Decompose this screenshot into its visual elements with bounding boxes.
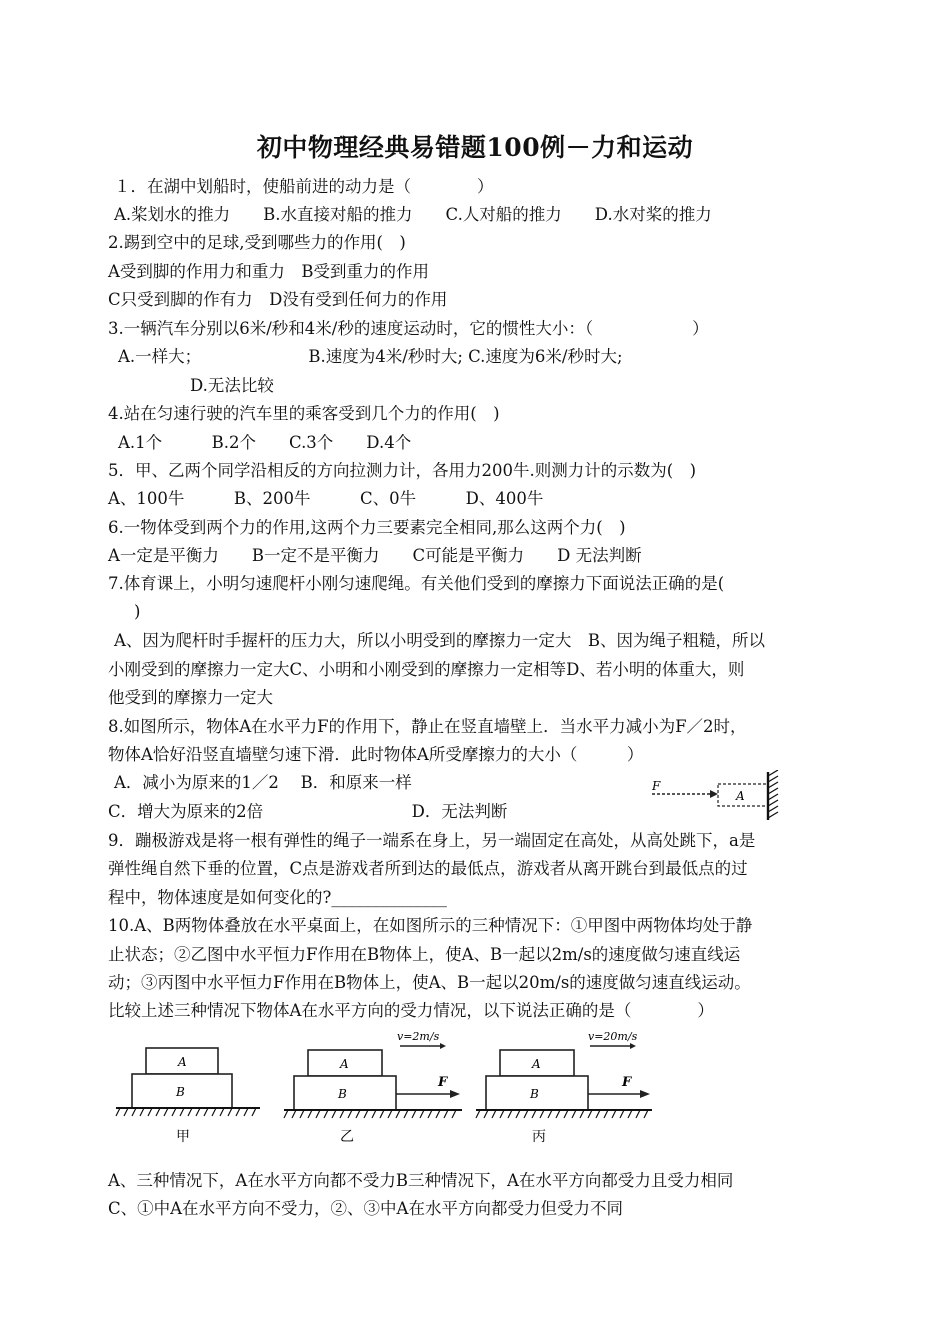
q10-yi-caption: 乙 <box>340 1129 354 1145</box>
q10-yi-label-b: B <box>338 1087 347 1101</box>
q8-options-cd: C．增大为原来的2倍 D．无法判断 <box>108 802 508 821</box>
q10-bing-force-label: F <box>622 1075 632 1090</box>
q10-stem-line4: 比较上述三种情况下物体A在水平方向的受力情况，以下说法正确的是（ ） <box>108 1001 714 1020</box>
q8-force-arrowhead <box>710 790 718 798</box>
q10-yi-label-a: A <box>340 1057 349 1071</box>
q2-options-cd: C只受到脚的作有力 D没有受到任何力的作用 <box>108 290 448 309</box>
q10-bing-caption: 丙 <box>532 1129 546 1145</box>
q5-stem: 5．甲、乙两个同学沿相反的方向拉测力计，各用力200牛.则测力计的示数为( ) <box>108 461 697 480</box>
q10-panel-jia <box>116 1048 260 1145</box>
q10-options-ab: A、三种情况下，A在水平方向都不受力B三种情况下，A在水平方向都受力且受力相同 <box>108 1171 734 1190</box>
q10-jia-label-a: A <box>178 1055 187 1069</box>
q10-stem-line2: 止状态；②乙图中水平恒力F作用在B物体上，使A、B一起以2m/s的速度做匀速直线运 <box>108 945 741 964</box>
q6-options: A一定是平衡力 B一定不是平衡力 C可能是平衡力 D 无法判断 <box>108 546 642 565</box>
q8-figure <box>648 770 788 822</box>
q9-stem-line3: 程中，物体速度是如何变化的?______________ <box>108 888 447 907</box>
q10-jia-label-b: B <box>176 1085 185 1099</box>
q10-bing-label-b: B <box>530 1087 539 1101</box>
q3-options-abc: A.一样大； B.速度为4米/秒时大; C.速度为6米/秒时大; <box>118 347 623 366</box>
q1-options: A.桨划水的推力 B.水直接对船的推力 C.人对船的推力 D.水对桨的推力 <box>114 205 712 224</box>
q7-stem-bracket: ) <box>134 602 141 621</box>
q10-option-c: C、①中A在水平方向不受力，②、③中A在水平方向都受力但受力不同 <box>108 1199 623 1218</box>
q10-panel-yi <box>284 1030 462 1145</box>
q3-option-d: D.无法比较 <box>190 376 274 395</box>
q8-stem-line2: 物体A恰好沿竖直墙壁匀速下滑．此时物体A所受摩擦力的大小（ ） <box>108 745 644 764</box>
q7-stem: 7.体育课上，小明匀速爬杆小刚匀速爬绳。有关他们受到的摩擦力下面说法正确的是( <box>108 574 725 593</box>
q10-panel-bing <box>476 1030 652 1145</box>
q10-figure <box>112 1028 657 1156</box>
q8-block-label: A <box>736 789 745 803</box>
q10-jia-ground-hatch <box>116 1108 256 1116</box>
q3-stem: 3.一辆汽车分别以6米/秒和4米/秒的速度运动时，它的惯性大小：（ ） <box>108 319 709 338</box>
q7-options-line2: 小刚受到的摩擦力一定大C、小明和小刚受到的摩擦力一定相等D、若小明的体重大，则 <box>108 660 745 679</box>
q7-options-line3: 他受到的摩擦力一定大 <box>108 688 273 707</box>
q6-stem: 6.一物体受到两个力的作用,这两个力三要素完全相同,那么这两个力( ) <box>108 518 626 537</box>
q10-bing-label-a: A <box>532 1057 541 1071</box>
q10-jia-caption: 甲 <box>176 1129 190 1145</box>
q9-stem-line1: 9．蹦极游戏是将一根有弹性的绳子一端系在身上，另一端固定在高处，从高处跳下，a是 <box>108 831 756 850</box>
q8-options-ab: A．减小为原来的1／2 B．和原来一样 <box>114 773 412 792</box>
q10-yi-force-label: F <box>438 1075 448 1090</box>
page-title: 初中物理经典易错题100例－力和运动 <box>256 133 694 162</box>
q7-options-line1: A、因为爬杆时手握杆的压力大，所以小明受到的摩擦力一定大 B、因为绳子粗糙，所以 <box>114 631 766 650</box>
q8-wall-hatch <box>768 770 778 818</box>
q10-yi-speed-label: v=2m/s <box>397 1030 440 1043</box>
q10-bing-ground-hatch <box>476 1110 648 1118</box>
q10-stem-line3: 动；③丙图中水平恒力F作用在B物体上，使A、B一起以20m/s的速度做匀速直线运动。 <box>108 973 751 992</box>
q5-options: A、100牛 B、200牛 C、0牛 D、400牛 <box>108 489 544 508</box>
q10-yi-ground-hatch <box>284 1110 456 1118</box>
q8-stem-line1: 8.如图所示，物体A在水平力F的作用下，静止在竖直墙壁上．当水平力减小为F／2时， <box>108 717 747 736</box>
q10-stem-line1: 10.A、B两物体叠放在水平桌面上，在如图所示的三种情况下：①甲图中两物体均处于静 <box>108 916 753 935</box>
q10-bing-speed-label: v=20m/s <box>588 1030 638 1043</box>
q4-stem: 4.站在匀速行驶的汽车里的乘客受到几个力的作用( ) <box>108 404 500 423</box>
q8-force-label: F <box>652 779 661 793</box>
q2-stem: 2.踢到空中的足球,受到哪些力的作用( ) <box>108 233 406 252</box>
q9-stem-line2: 弹性绳自然下垂的位置，C点是游戏者所到达的最低点，游戏者从离开跳台到最低点的过 <box>108 859 748 878</box>
q4-options: A.1个 B.2个 C.3个 D.4个 <box>118 433 412 452</box>
q2-options-ab: A受到脚的作用力和重力 B受到重力的作用 <box>108 262 430 281</box>
q1-stem: １．在湖中划船时，使船前进的动力是（ ） <box>114 177 494 196</box>
